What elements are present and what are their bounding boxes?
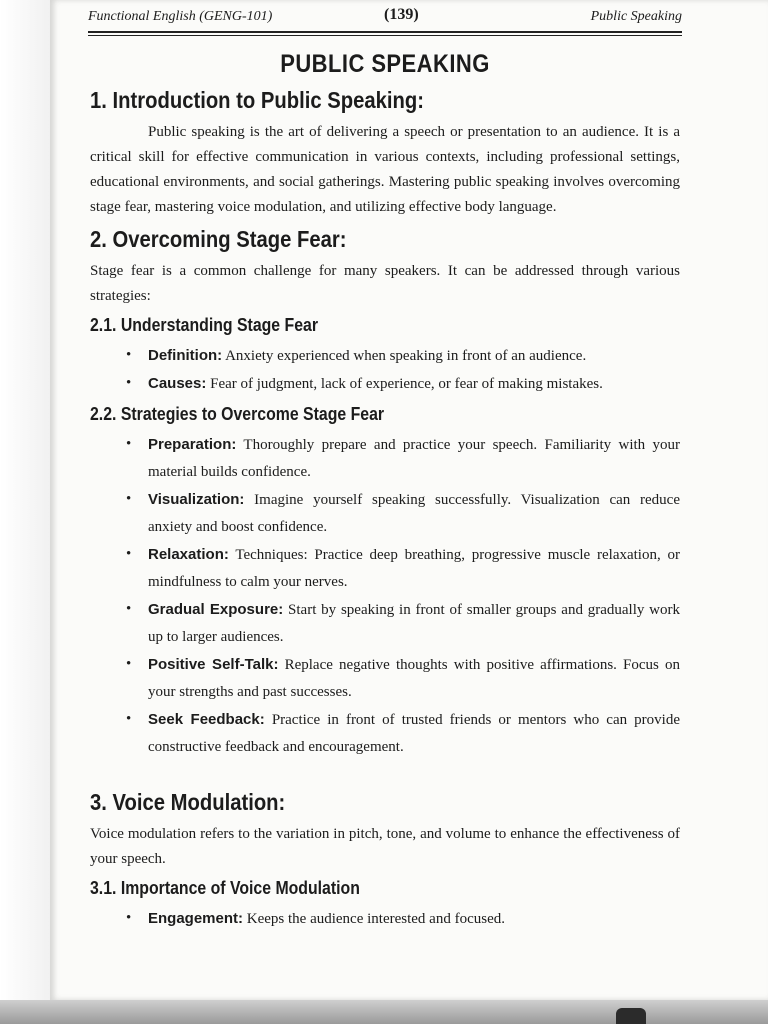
list-item-term: Definition: [148, 347, 223, 364]
list-item-text: Imagine yourself speaking successfully. Visualization can reduce anxiety and boost confidence. [148, 492, 680, 535]
bullet-icon: • [126, 546, 132, 562]
list-item-text: Anxiety experienced when speaking in front of an audience. [222, 348, 587, 364]
section-3-paragraph: Voice modulation refers to the variation in pitch, tone, and volume to enhance the effectiveness of your speech. [90, 826, 680, 867]
list-item-term: Relaxation: [148, 546, 229, 563]
list-item [126, 651, 680, 706]
bullet-icon: • [126, 347, 132, 363]
list-item [126, 706, 680, 761]
section-gap [90, 761, 680, 783]
list-item-text: Start by speaking in front of smaller groups and gradually work up to larger audiences. [148, 602, 680, 645]
list-item-text: Fear of judgment, lack of experience, or fear of making mistakes. [206, 376, 603, 392]
header-rule-thin [88, 35, 682, 36]
list-item-term: Causes: [148, 375, 207, 392]
bullet-icon: • [126, 910, 132, 926]
section-2-paragraph: Stage fear is a common challenge for many speakers. It can be addressed through various strategies: [90, 263, 680, 304]
corner-mark [616, 1008, 646, 1024]
list-item-text: Practice in front of trusted friends or mentors who can provide constructive feedback and encouragement. [148, 712, 680, 755]
header-page-number: (139) [384, 6, 419, 23]
running-header [88, 6, 682, 30]
section-2-1-heading: 2.1. Understanding Stage Fear [90, 315, 318, 335]
list-item-term: Preparation: [148, 436, 237, 453]
section-2-2-list [90, 431, 680, 761]
list-item-term: Positive Self-Talk: [148, 656, 279, 673]
list-item [126, 431, 680, 486]
section-1-paragraph: Public speaking is the art of delivering a speech or presentation to an audience. It is a critical skill for effective communication in various contexts, including professional settings, educational environments, and social gatherings. Mastering public speaking involves overcoming stage fear, mastering voice modulation, and utilizing effective body language. [90, 124, 680, 215]
bottom-shadow [0, 1000, 768, 1024]
section-3-heading: 3. Voice Modulation: [90, 789, 286, 815]
list-item-text: Techniques: Practice deep breathing, progressive muscle relaxation, or mindfulness to calm your nerves. [148, 547, 680, 590]
bullet-icon: • [126, 375, 132, 391]
page-content [90, 40, 680, 933]
list-item [126, 486, 680, 541]
header-rule [88, 31, 682, 33]
list-item-term: Engagement: [148, 910, 244, 927]
page-title: PUBLIC SPEAKING [280, 50, 490, 78]
list-item [126, 342, 680, 370]
header-chapter: Public Speaking [590, 9, 682, 24]
section-2-heading: 2. Overcoming Stage Fear: [90, 226, 347, 252]
list-item [126, 905, 680, 933]
list-item-term: Seek Feedback: [148, 711, 265, 728]
bullet-icon: • [126, 601, 132, 617]
section-3-1-heading: 3.1. Importance of Voice Modulation [90, 878, 360, 898]
list-item-text: Thoroughly prepare and practice your speech. Familiarity with your material builds confidence. [148, 437, 680, 480]
list-item-text: Replace negative thoughts with positive affirmations. Focus on your strengths and past successes. [148, 657, 681, 700]
list-item [126, 370, 680, 398]
list-item-text: Keeps the audience interested and focused. [243, 911, 505, 927]
section-3-1-list [90, 905, 680, 933]
bullet-icon: • [126, 436, 132, 452]
section-2-2-heading: 2.2. Strategies to Overcome Stage Fear [90, 404, 385, 424]
header-course: Functional English (GENG-101) [88, 9, 273, 24]
list-item [126, 596, 680, 651]
bullet-icon: • [126, 656, 132, 672]
left-margin [0, 0, 50, 1000]
list-item [126, 541, 680, 596]
list-item-term: Gradual Exposure: [148, 601, 284, 618]
section-1-heading: 1. Introduction to Public Speaking: [90, 87, 424, 113]
bullet-icon: • [126, 711, 132, 727]
list-item-term: Visualization: [148, 491, 245, 508]
bullet-icon: • [126, 491, 132, 507]
section-2-1-list [90, 342, 680, 398]
